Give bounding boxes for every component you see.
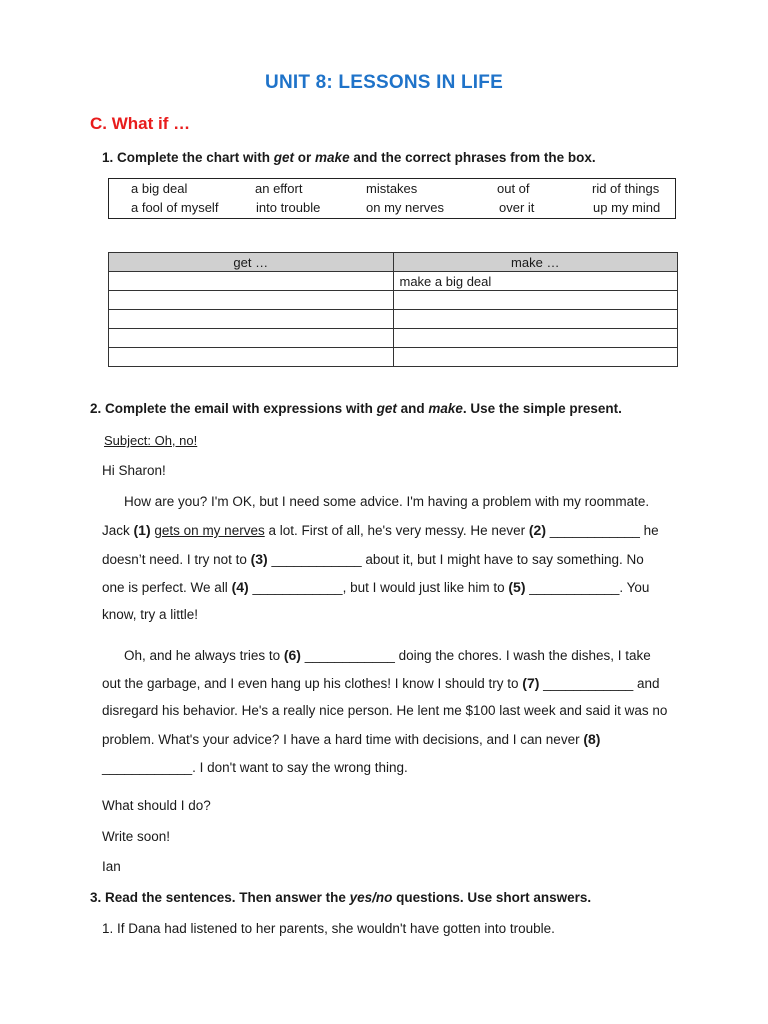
example-answer: gets on my nerves (154, 523, 265, 538)
q1-text-pre: 1. Complete the chart with (102, 150, 274, 165)
email-text: one is perfect. We all (102, 580, 232, 595)
question-3-instruction (90, 890, 591, 905)
chart-cell-make[interactable] (393, 329, 678, 348)
table-row (109, 291, 678, 310)
email-closing: Write soon! (102, 829, 171, 844)
email-text: problem. What's your advice? I have a hard time with decisions, and I can never (102, 732, 584, 747)
email-line (102, 731, 600, 747)
email-text: . I don't want to say the wrong thing. (192, 760, 408, 775)
q1-word-make: make (315, 150, 350, 165)
email-subject (90, 433, 197, 448)
answer-blank[interactable]: ____________ (252, 580, 343, 595)
question-2-instruction (90, 401, 622, 416)
email-greeting: Hi Sharon! (102, 463, 166, 478)
q2-word-get: get (376, 401, 397, 416)
q1-text-mid: or (294, 150, 316, 165)
chart-header-row (109, 253, 678, 272)
email-closing: What should I do? (102, 798, 211, 813)
question-1-instruction (102, 150, 596, 165)
email-line (102, 551, 644, 567)
answer-blank[interactable]: ____________ (549, 523, 640, 538)
q2-text-mid: and (396, 401, 429, 416)
email-line: disregard his behavior. He's a really nice person. He lent me $100 last week and said it was no (102, 703, 668, 718)
email-line (102, 522, 659, 538)
q2-text-post: . Use the simple present. (462, 401, 622, 416)
blank-number: (8) (583, 731, 601, 747)
word-box-item: a fool of myself (131, 200, 219, 215)
email-line (124, 647, 651, 663)
chart-cell-get[interactable] (109, 329, 394, 348)
answer-blank[interactable]: ____________ (543, 676, 634, 691)
chart-cell-make[interactable] (393, 291, 678, 310)
chart-header-get: get … (109, 253, 394, 272)
q1-word-get: get (273, 150, 295, 165)
answer-blank[interactable]: ____________ (304, 648, 395, 663)
email-line (102, 760, 408, 775)
chart-cell-make-example: make a big deal (393, 272, 678, 291)
chart-cell-get[interactable] (109, 348, 394, 367)
word-box (108, 178, 676, 219)
q3-text-pre: 3. Read the sentences. Then answer the (90, 890, 350, 905)
email-subject-text: Subject: Oh, no! (104, 433, 198, 448)
blank-number: (1) (133, 522, 151, 538)
word-box-item: mistakes (366, 181, 418, 196)
word-box-item: an effort (255, 181, 303, 196)
email-line (102, 579, 649, 595)
answer-blank[interactable]: ____________ (102, 760, 193, 775)
email-text: he (639, 523, 659, 538)
blank-number: (6) (283, 647, 301, 663)
blank-number: (5) (508, 579, 526, 595)
table-row (109, 272, 678, 291)
answer-blank[interactable]: ____________ (529, 580, 620, 595)
email-line: know, try a little! (102, 607, 199, 622)
email-line (102, 675, 660, 691)
word-box-item: on my nerves (366, 200, 445, 215)
email-text: , but I would just like him to (342, 580, 509, 595)
email-signature: Ian (102, 859, 121, 874)
email-text: . You (619, 580, 650, 595)
blank-number: (2) (528, 522, 547, 538)
email-text: and (633, 676, 660, 691)
word-box-item: rid of things (592, 181, 660, 196)
email-text: Oh, and he always tries to (124, 648, 284, 663)
chart-cell-get[interactable] (109, 291, 394, 310)
q1-text-post: and the correct phrases from the box. (349, 150, 596, 165)
table-row (109, 348, 678, 367)
table-row (109, 310, 678, 329)
blank-number: (3) (250, 551, 268, 567)
email-text: out the garbage, and I even hang up his clothes! I know I should try to (102, 676, 523, 691)
question-3-sentence-1: 1. If Dana had listened to her parents, she wouldn't have gotten into trouble. (102, 921, 555, 936)
chart-cell-get[interactable] (109, 272, 394, 291)
email-text: Jack (102, 523, 134, 538)
chart-cell-make[interactable] (393, 310, 678, 329)
word-box-item: into trouble (256, 200, 321, 215)
email-text: about it, but I might have to say something. No (361, 552, 644, 567)
chart-header-make: make … (393, 253, 678, 272)
table-row (109, 329, 678, 348)
email-text: doing the chores. I wash the dishes, I take (394, 648, 651, 663)
q2-text-pre: 2. Complete the email with expressions with (90, 401, 377, 416)
email-text: doesn’t need. I try not to (102, 552, 251, 567)
word-box-item: up my mind (593, 200, 661, 215)
word-box-item: a big deal (131, 181, 188, 196)
answer-blank[interactable]: ____________ (271, 552, 362, 567)
q3-text-post: questions. Use short answers. (392, 890, 592, 905)
section-title: C. What if … (90, 114, 191, 133)
blank-number: (4) (231, 579, 249, 595)
chart-cell-make[interactable] (393, 348, 678, 367)
get-make-chart (108, 252, 678, 367)
blank-number: (7) (522, 675, 540, 691)
word-box-item: over it (499, 200, 535, 215)
q3-word-yes-no: yes/no (349, 890, 393, 905)
email-text: a lot. First of all, he's very messy. He never (264, 523, 529, 538)
chart-cell-get[interactable] (109, 310, 394, 329)
unit-title: UNIT 8: LESSONS IN LIFE (265, 72, 503, 93)
word-box-item: out of (497, 181, 530, 196)
q2-word-make: make (428, 401, 463, 416)
email-line: How are you? I'm OK, but I need some advice. I'm having a problem with my roommate. (124, 494, 650, 509)
